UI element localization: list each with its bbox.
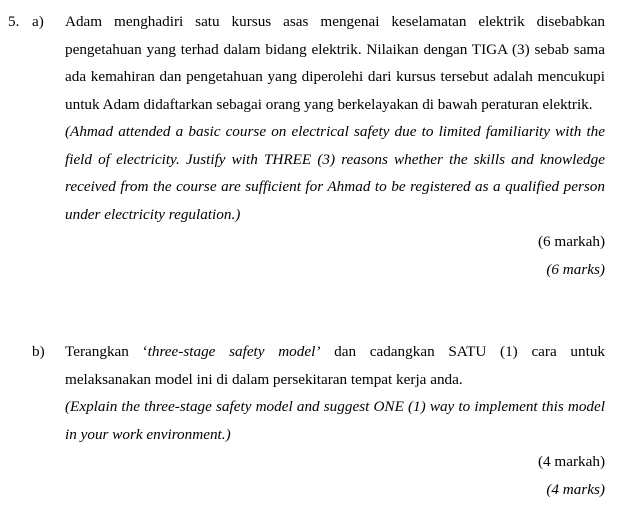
part-a-block: [65, 8, 605, 283]
part-b-text-malay-start: Terangkan ‘: [65, 343, 148, 360]
part-b-block: [65, 338, 605, 503]
part-b-model-term: three-stage safety model’: [147, 343, 321, 360]
part-b-marks-malay: (4 markah): [537, 453, 605, 470]
part-b-text-malay-rest: dan cadangkan SATU (1) cara untuk melaksanakan model ini di dalam persekitaran tempat kerja anda.: [65, 343, 606, 388]
part-a-marks-english: (6 marks): [546, 260, 605, 278]
question-number: 5.: [8, 13, 20, 30]
part-a-text-malay: Adam menghadiri satu kursus asas mengenai keselamatan elektrik disebabkan pengetahuan yang terhad dalam bidang elektrik. Nilaikan dengan TIGA (3) sebab sama ada kemahiran dan pengetahuan yang diperolehi dari kursus tersebut adalah mencukupi untuk Adam didaftarkan sebagai orang yang berkelayakan di bawah peraturan elektrik.: [65, 13, 605, 113]
part-a-text-english: (Ahmad attended a basic course on electrical safety due to limited familiarity with the field of electricity. Justify with THREE (3) reasons whether the skills and knowledge received from the course are sufficient for Ahmad to be registered as a qualified person under electricity regulation.): [65, 123, 605, 223]
part-b-label: b): [32, 343, 45, 360]
part-a-label: a): [32, 13, 44, 30]
part-a-marks-malay: (6 markah): [537, 233, 605, 250]
part-b-marks-english: (4 marks): [546, 480, 605, 498]
part-b-text-english: (Explain the three-stage safety model and suggest ONE (1) way to implement this model in your work environment.): [65, 398, 605, 443]
part-b-text-malay: [65, 338, 605, 393]
